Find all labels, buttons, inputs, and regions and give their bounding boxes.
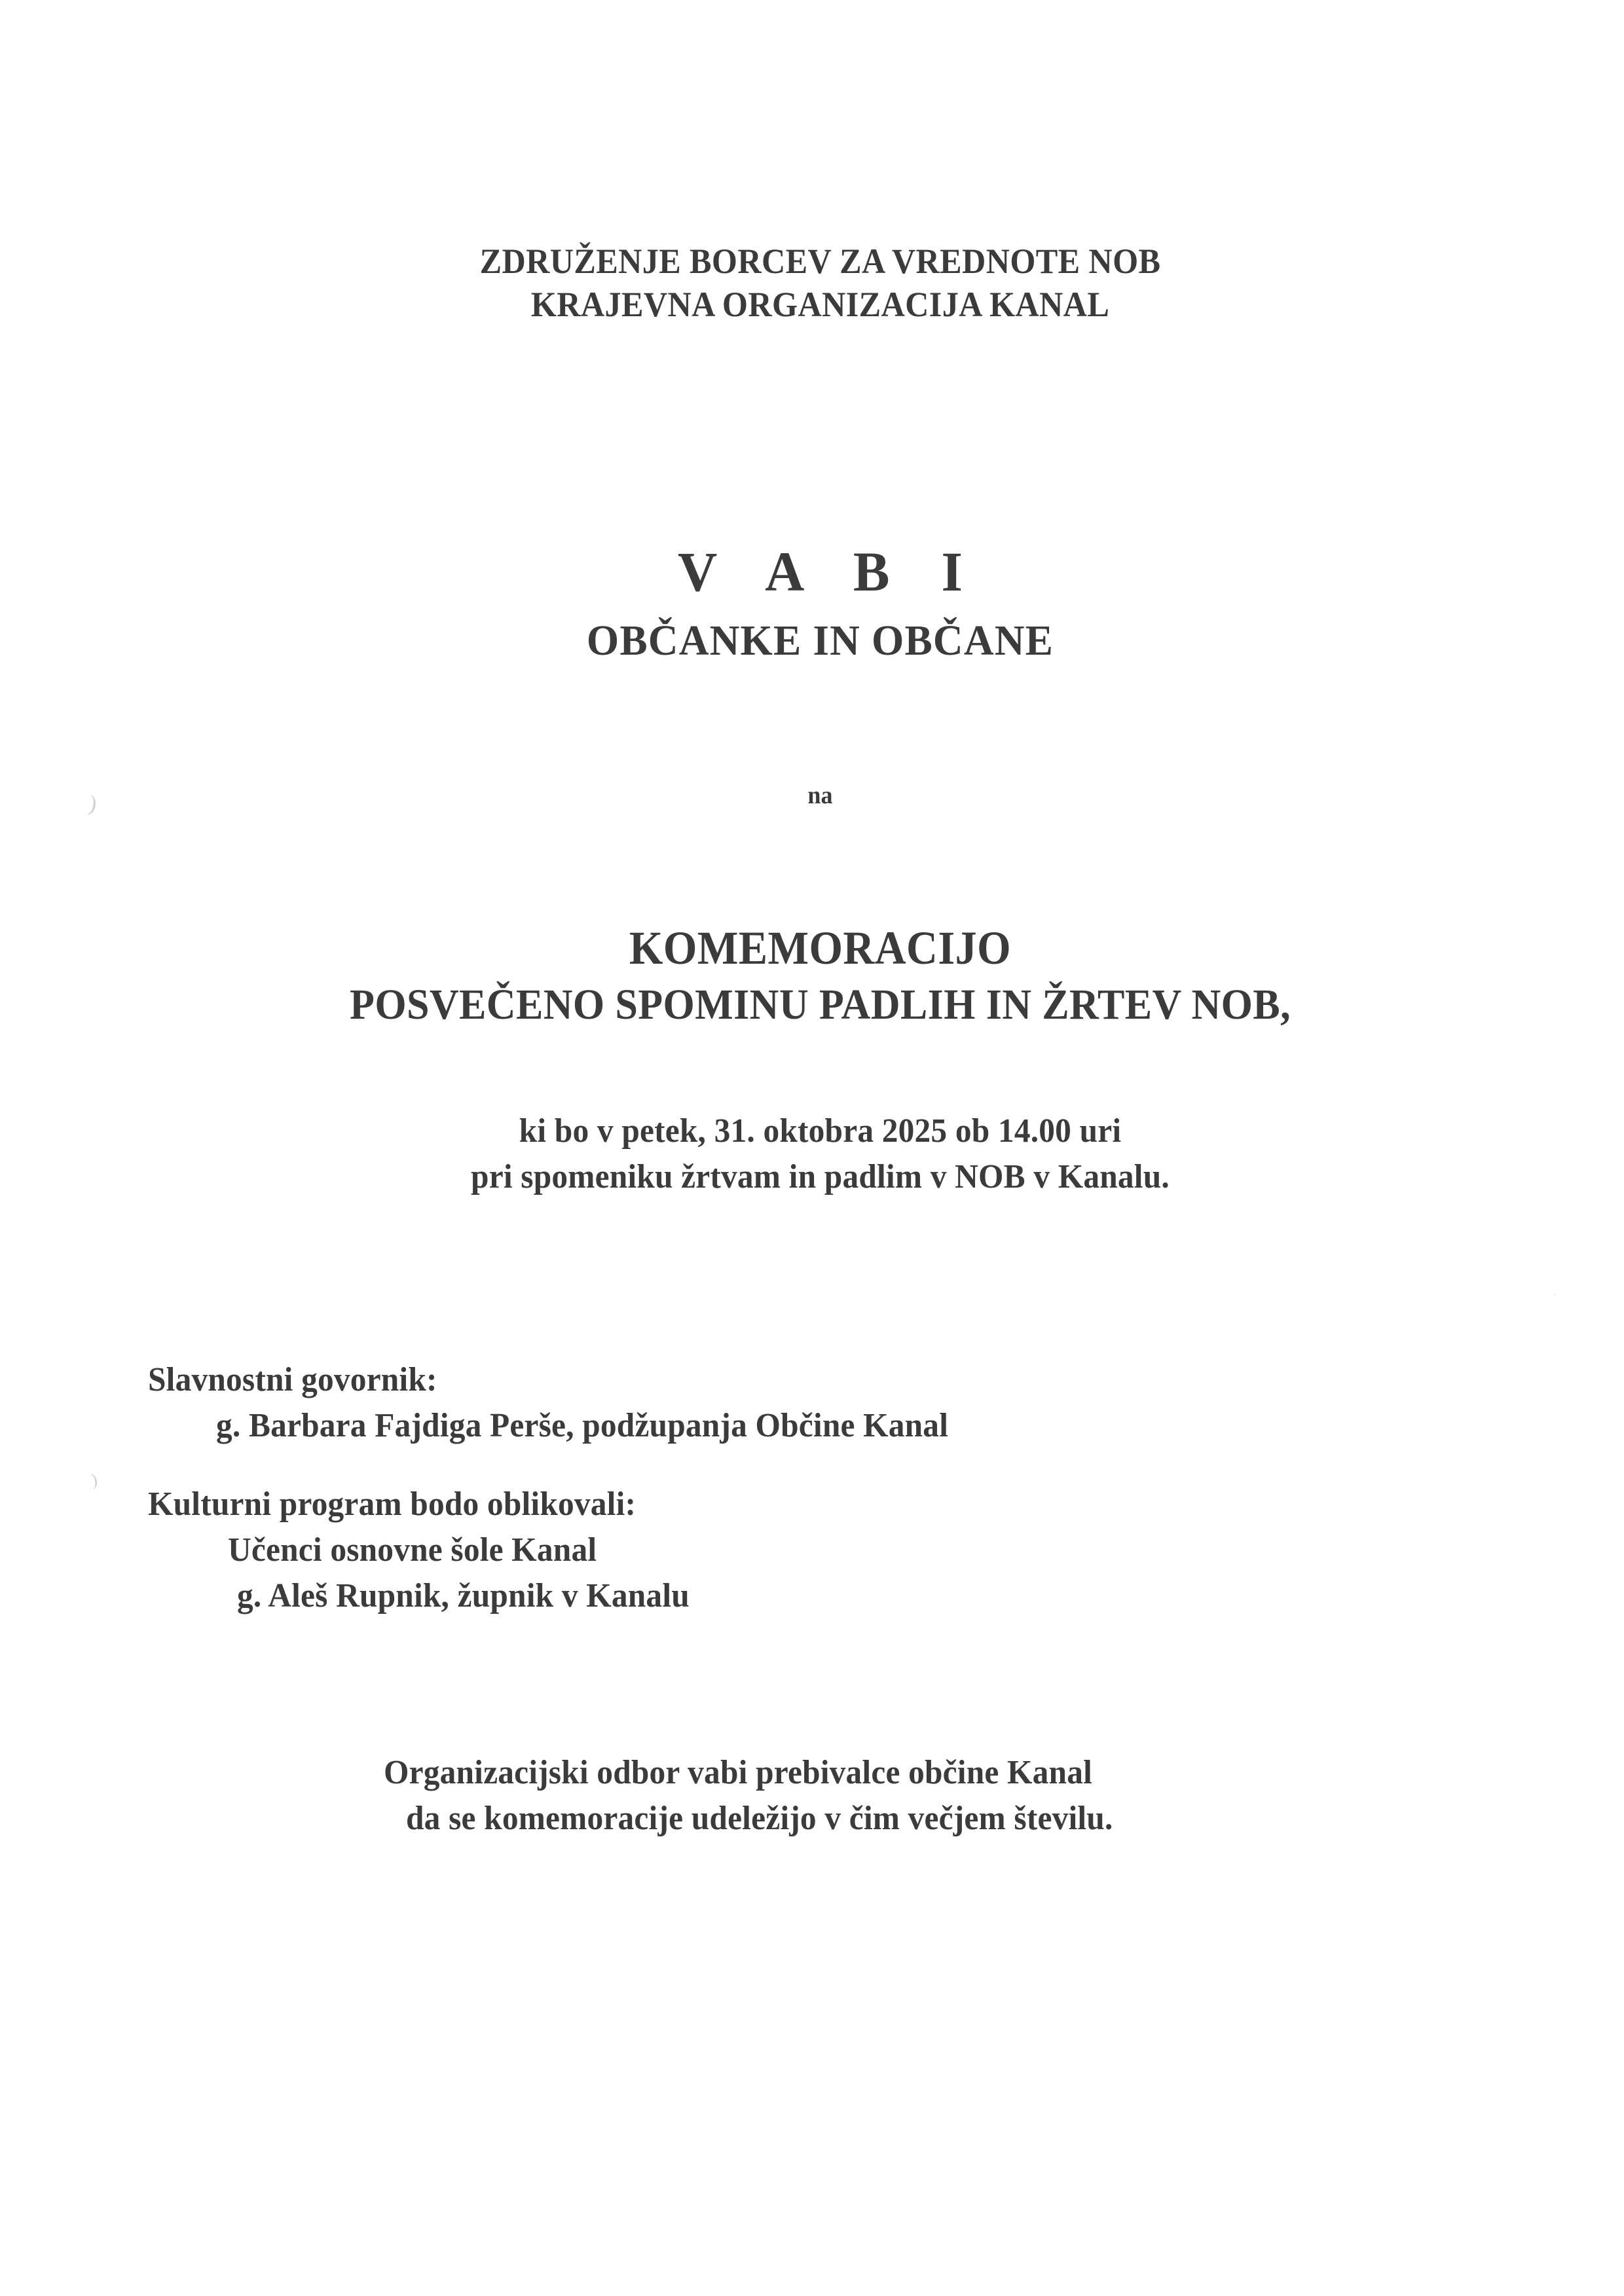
event-name: KOMEMORACIJO xyxy=(629,922,1012,974)
event-datetime: ki bo v petek, 31. oktobra 2025 ob 14.00 uri xyxy=(519,1112,1122,1150)
event-location: pri spomeniku žrtvam in padlim v NOB v Kanalu. xyxy=(471,1158,1170,1195)
closing-line-1: Organizacijski odbor vabi prebivalce občine Kanal xyxy=(384,1754,1093,1791)
speaker-name: g. Barbara Fajdiga Perše, podžupanja Občine Kanal xyxy=(216,1407,949,1444)
invitation-connector: na xyxy=(807,782,833,809)
scan-artifact-mark: ) xyxy=(90,1470,99,1490)
invitation-verb: V A B I xyxy=(677,540,982,603)
culture-program-label: Kulturni program bodo oblikovali: xyxy=(148,1485,637,1523)
closing-line-2: da se komemoracije udeležijo v čim večjem številu. xyxy=(406,1800,1113,1837)
scan-artifact-mark: ) xyxy=(86,792,100,817)
organization-line-2: KRAJEVNA ORGANIZACIJA KANAL xyxy=(530,285,1110,324)
invitation-audience: OBČANKE IN OBČANE xyxy=(586,617,1054,665)
scan-artifact-speck: · xyxy=(1553,1288,1558,1302)
speaker-label: Slavnostni govornik: xyxy=(148,1361,437,1398)
event-dedication: POSVEČENO SPOMINU PADLIH IN ŽRTEV NOB, xyxy=(350,981,1291,1029)
culture-program-item-1: Učenci osnovne šole Kanal xyxy=(228,1531,597,1569)
organization-line-1: ZDRUŽENJE BORCEV ZA VREDNOTE NOB xyxy=(479,242,1161,281)
culture-program-item-2: g. Aleš Rupnik, župnik v Kanalu xyxy=(237,1577,690,1614)
